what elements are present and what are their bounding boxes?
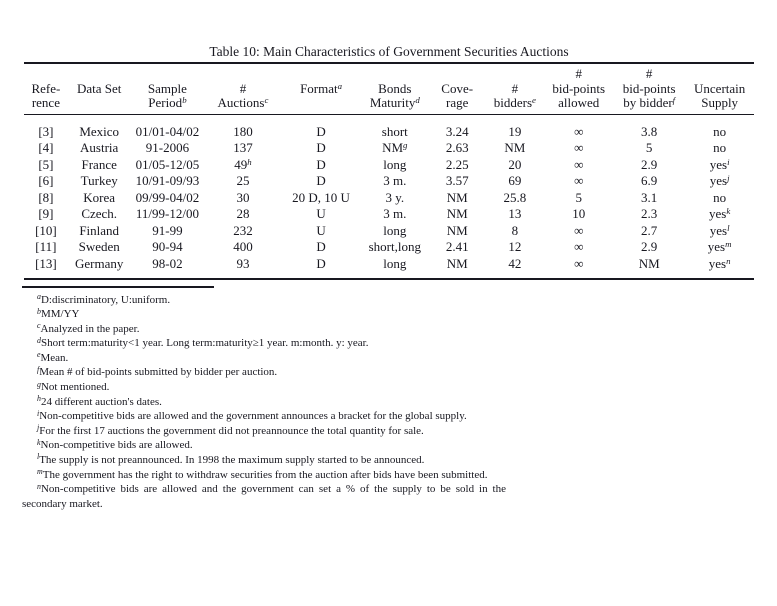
cell-data-set: Turkey — [80, 173, 118, 188]
superscript-note-ref: j — [727, 173, 730, 184]
cell-bonds-maturity: $NM^g$ — [382, 140, 408, 155]
cell-format: D — [316, 140, 326, 155]
cell-bonds-maturity: short — [381, 123, 408, 139]
cell-sample-period: 98-02 — [152, 255, 183, 271]
footnote-marker: c — [37, 321, 41, 331]
table-row — [24, 223, 754, 240]
cell-sample-period: 91-99 — [152, 222, 183, 238]
footnote-e: $^e$Mean. — [37, 350, 69, 364]
footnote-k: $^k$Non-competitive bids are allowed. — [37, 437, 193, 452]
header-line — [282, 96, 361, 111]
cell-bid-points-allowed: ∞ — [574, 140, 584, 155]
cell-data-set: France — [81, 156, 117, 172]
header-line: # — [645, 66, 653, 81]
header-line — [204, 67, 281, 82]
auctions-table — [24, 62, 754, 280]
cell-num-auctions: 49$^h$ — [234, 156, 252, 172]
header-line: bid-points — [552, 80, 606, 96]
header-line: Data Set — [76, 80, 122, 96]
cell-num-auctions: 137 — [233, 140, 253, 155]
cell-bonds-maturity: long — [383, 255, 407, 271]
cell-data-set: Mexico — [79, 123, 120, 139]
cell-uncertain-supply: yes$^l$ — [709, 222, 730, 238]
cell-num-auctions: 400 — [233, 239, 253, 254]
cell-format: U — [316, 222, 326, 238]
cell-bid-points-allowed: ∞ — [574, 222, 584, 238]
superscript-note-ref: k — [726, 206, 731, 217]
cell-sample-period: 90-94 — [152, 239, 183, 254]
footnote-marker: f — [37, 364, 40, 374]
header-line: bidders$^e$ — [493, 95, 536, 110]
cell-uncertain-supply: yes$^k$ — [709, 206, 731, 221]
cell-num-auctions: 93 — [236, 255, 250, 271]
cell-num-bidders: 69 — [508, 173, 522, 188]
cell-bid-points-allowed: ∞ — [574, 156, 584, 172]
header-line: Sample — [147, 80, 187, 96]
footnote-a: $^a$D:discriminatory, U:uniform. — [37, 291, 171, 306]
footnote-marker: j — [37, 423, 40, 433]
cell-data-set: Austria — [80, 140, 119, 155]
header-row — [24, 63, 754, 114]
superscript-note-ref: l — [727, 222, 730, 233]
cell-uncertain-supply: no — [713, 140, 727, 155]
footnote-marker: l — [37, 452, 40, 462]
cell-bid-points-by-bidder: 2.7 — [641, 222, 658, 238]
superscript-note-ref: b — [182, 95, 187, 106]
header-line: Format$^a$ — [300, 80, 343, 96]
cell-format: D — [316, 123, 326, 139]
cell-format: D — [316, 239, 326, 254]
cell-bid-points-by-bidder: 3.1 — [641, 189, 658, 205]
column-header-sample-period — [131, 63, 205, 114]
superscript-note-ref: i — [727, 156, 730, 167]
table-row — [24, 114, 754, 140]
footnote-marker: e — [37, 350, 41, 360]
header-line: # — [511, 80, 519, 96]
cell-num-auctions: 28 — [236, 206, 250, 221]
table-title: Table 10: Main Characteristics of Government Securities Auctions — [209, 44, 569, 59]
footnote-marker: k — [37, 437, 41, 447]
cell-uncertain-supply: yes$^j$ — [709, 173, 730, 188]
footnote-marker: h — [37, 394, 41, 404]
cell-bonds-maturity: 3 y. — [385, 189, 405, 205]
cell-bid-points-allowed: ∞ — [574, 239, 584, 254]
header-line: Refe- — [31, 80, 61, 96]
header-line: Period$^b$ — [148, 95, 187, 110]
cell-num-bidders: 20 — [508, 156, 522, 172]
header-line — [24, 67, 68, 82]
footnote-d: $^d$Short term:maturity<1 year. Long term:maturity≥1 year. m:month. y: year. — [37, 335, 369, 350]
footnote-marker: i — [37, 408, 40, 418]
footnote-n: $^n$Non-competitive bids are allowed and the government can set a % of the supply to be sold in the secondary market. — [22, 481, 506, 510]
table-header — [24, 63, 754, 114]
cell-format: D — [316, 156, 326, 172]
footnote-j: $^j$For the first 17 auctions the government did not preannounce the total quantity for sale. — [37, 423, 424, 437]
cell-num-bidders: 13 — [508, 206, 522, 221]
column-header-bid-points-by-bidder — [613, 63, 685, 114]
cell-data-set: Sweden — [78, 239, 120, 254]
cell-uncertain-supply: yes$^m$ — [707, 239, 732, 254]
header-line: allowed — [558, 95, 600, 110]
footnote-marker: a — [37, 291, 41, 301]
cell-sample-period: 10/91-09/93 — [135, 173, 200, 188]
column-header-data-set — [68, 63, 131, 114]
footnote-separator — [22, 286, 214, 288]
cell-num-auctions: 232 — [233, 222, 253, 238]
table-row — [24, 140, 754, 157]
footnote-marker: m — [37, 467, 43, 477]
header-line — [131, 67, 205, 82]
cell-num-auctions: 180 — [233, 123, 253, 139]
cell-bid-points-allowed: 5 — [575, 189, 582, 205]
cell-bid-points-by-bidder: 2.3 — [641, 206, 658, 221]
header-line: Cove- — [441, 80, 474, 96]
header-line — [68, 67, 131, 82]
cell-num-bidders: 42 — [508, 255, 522, 271]
header-line: by bidder$^f$ — [623, 95, 676, 110]
cell-num-auctions: 25 — [236, 173, 250, 188]
cell-data-set: Korea — [83, 189, 116, 205]
cell-num-auctions: 30 — [236, 189, 250, 205]
cell-bid-points-allowed: ∞ — [574, 123, 584, 139]
cell-uncertain-supply: no — [713, 123, 727, 139]
header-line: Bonds — [378, 80, 412, 96]
header-line — [282, 67, 361, 82]
header-line: rence — [31, 95, 60, 110]
table-row — [24, 239, 754, 256]
cell-bonds-maturity: 3 m. — [383, 206, 407, 221]
footnote-h: $^h$24 different auction's dates. — [37, 394, 162, 408]
cell-coverage: 2.25 — [445, 156, 469, 172]
table-row — [24, 206, 754, 223]
cell-reference: [10] — [35, 222, 57, 238]
footnote-marker: d — [37, 335, 41, 345]
cell-reference: [6] — [38, 173, 54, 188]
cell-reference: [11] — [35, 239, 57, 254]
cell-coverage: 3.57 — [445, 173, 469, 188]
cell-sample-period: 91-2006 — [145, 140, 190, 155]
cell-coverage: 2.63 — [445, 140, 469, 155]
header-line — [685, 67, 754, 82]
header-line: Supply — [701, 95, 739, 110]
superscript-note-ref: g — [403, 140, 408, 151]
header-line — [68, 96, 131, 111]
footnote-marker: n — [37, 481, 41, 491]
superscript-note-ref: n — [726, 255, 731, 266]
cell-num-bidders: 12 — [508, 239, 522, 254]
column-header-num-auctions — [204, 63, 281, 114]
cell-bonds-maturity: short,long — [368, 239, 421, 254]
cell-bid-points-by-bidder: 2.9 — [641, 156, 658, 172]
column-header-format — [282, 63, 361, 114]
cell-sample-period: 01/05-12/05 — [135, 156, 200, 172]
cell-bonds-maturity: long — [383, 222, 407, 238]
cell-bonds-maturity: long — [383, 156, 407, 172]
cell-bid-points-by-bidder: 5 — [645, 140, 653, 155]
header-line: Auctions$^c$ — [217, 95, 269, 110]
cell-num-bidders: NM — [504, 140, 526, 155]
cell-coverage: NM — [446, 189, 468, 205]
cell-coverage: NM — [446, 255, 468, 271]
cell-sample-period: 11/99-12/00 — [135, 206, 199, 221]
cell-num-bidders: 25.8 — [503, 189, 527, 205]
header-line: rage — [446, 95, 469, 110]
cell-sample-period: 01/01-04/02 — [135, 123, 200, 139]
superscript-note-ref: h — [247, 156, 252, 167]
cell-num-bidders: 8 — [511, 222, 519, 238]
footnote-marker: b — [37, 306, 41, 316]
footnote-m: $^m$The government has the right to withdraw securities from the auction after bids have been submitted. — [37, 467, 488, 481]
cell-bonds-maturity: 3 m. — [383, 173, 407, 188]
cell-reference: [5] — [38, 156, 54, 172]
footnote-i: $^i$Non-competitive bids are allowed and the government announces a bracket for the global supply. — [37, 408, 467, 423]
table-row — [24, 190, 754, 207]
cell-reference: [13] — [35, 255, 57, 271]
column-header-uncertain-supply — [685, 63, 754, 114]
footnote-g: $^g$Not mentioned. — [37, 379, 110, 394]
superscript-note-ref: m — [725, 239, 732, 250]
superscript-note-ref: a — [337, 80, 343, 91]
cell-format: D — [316, 255, 326, 271]
table-row — [24, 157, 754, 174]
superscript-note-ref: f — [672, 95, 676, 106]
cell-reference: [4] — [38, 140, 54, 155]
cell-data-set: Finland — [79, 222, 120, 238]
column-header-bonds-maturity — [360, 63, 429, 114]
cell-bid-points-by-bidder: NM — [638, 255, 660, 271]
cell-format: 20 D, 10 U — [292, 189, 350, 205]
table-row — [24, 256, 754, 280]
header-line: bid-points — [622, 80, 676, 96]
table-body — [24, 114, 754, 279]
cell-bid-points-allowed: ∞ — [574, 173, 584, 188]
column-header-coverage — [429, 63, 485, 114]
superscript-note-ref: e — [532, 95, 536, 106]
footnote-l: $^l$The supply is not preannounced. In 1998 the maximum supply started to be announced. — [37, 452, 425, 467]
superscript-note-ref: c — [264, 95, 269, 106]
header-line — [429, 67, 485, 82]
cell-bid-points-allowed: 10 — [572, 206, 586, 221]
cell-bid-points-by-bidder: 2.9 — [641, 239, 658, 254]
cell-bid-points-allowed: ∞ — [574, 255, 584, 271]
superscript-note-ref: d — [415, 95, 420, 106]
cell-coverage: NM — [446, 206, 468, 221]
cell-format: U — [316, 206, 326, 221]
cell-coverage: 2.41 — [445, 239, 469, 254]
cell-bid-points-by-bidder: 3.8 — [641, 123, 658, 139]
footnotes — [22, 293, 506, 512]
header-line: Uncertain — [694, 80, 746, 96]
column-header-num-bidders — [485, 63, 544, 114]
footnote-f: $^f$Mean # of bid-points submitted by bidder per auction. — [37, 364, 278, 379]
cell-sample-period: 09/99-04/02 — [135, 189, 200, 205]
cell-reference: [9] — [38, 206, 54, 221]
cell-reference: [8] — [38, 189, 54, 205]
cell-uncertain-supply: yes$^n$ — [708, 255, 731, 271]
column-header-bid-points-allowed — [544, 63, 613, 114]
cell-data-set: Czech. — [81, 206, 118, 221]
cell-uncertain-supply: no — [713, 189, 727, 205]
cell-coverage: 3.24 — [445, 123, 469, 139]
header-line: Maturity$^d$ — [369, 95, 420, 110]
table-row — [24, 173, 754, 190]
cell-reference: [3] — [38, 123, 54, 139]
cell-num-bidders: 19 — [508, 123, 522, 139]
footnote-marker: g — [37, 379, 41, 389]
footnote-c: $^c$Analyzed in the paper. — [37, 321, 140, 335]
cell-uncertain-supply: yes$^i$ — [709, 156, 730, 172]
column-header-reference — [24, 63, 68, 114]
header-line — [485, 67, 544, 82]
header-line — [360, 67, 429, 82]
cell-data-set: Germany — [74, 255, 124, 271]
footnote-b: $^b$MM/YY — [37, 306, 80, 321]
header-line: # — [239, 80, 247, 96]
cell-coverage: NM — [446, 222, 468, 238]
cell-format: D — [316, 173, 326, 188]
header-line: # — [575, 66, 582, 81]
cell-bid-points-by-bidder: 6.9 — [641, 173, 658, 188]
